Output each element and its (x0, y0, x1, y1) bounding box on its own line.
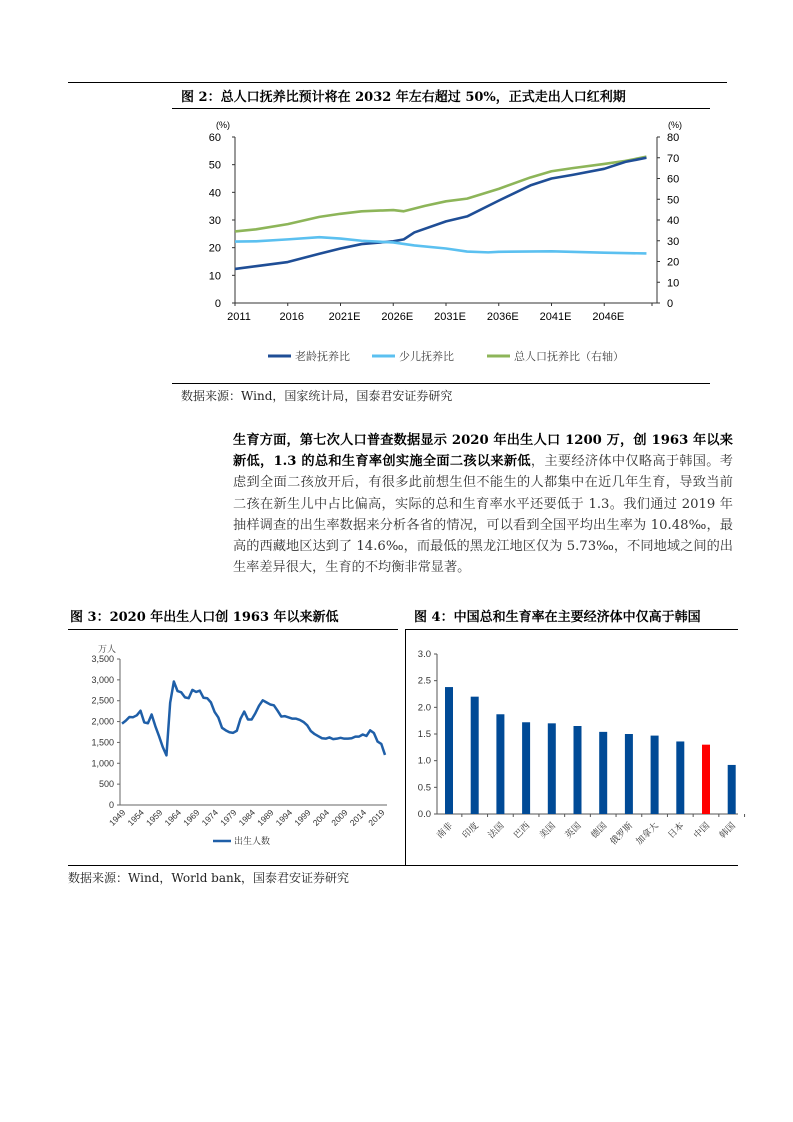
y-tick-label: 2.5 (417, 675, 431, 687)
x-tick-label: 1949 (106, 807, 128, 828)
x-tick-label: 中国 (691, 820, 712, 841)
x-tick-label: 2021E (328, 311, 361, 323)
x-tick-label: 俄罗斯 (608, 820, 635, 847)
x-tick-label: 1969 (181, 807, 202, 828)
x-tick-label: 1984 (236, 807, 258, 828)
right-tick-label: 40 (667, 215, 680, 227)
paragraph-text: ，主要经济体中仅略高于韩国。考虑到全面二孩放开后，有很多此前想生但不能生的人都集中在近几年生育，导致当前二孩在新生儿中占比偏高，实际的总和生育率水平还要低于 1.3。我们通过 2019 年抽样调查的出生率数据来分析各省的情况，可以看到全国平均出生率为 10.48‰，最高的西藏地区达到了 14.6‰，而最低的黑龙江地区仅为 5.73‰，不同地域之间的出生率差异很大，生育的不均衡非常显著。 (233, 454, 733, 576)
y-tick-label: 0.5 (417, 782, 431, 794)
x-tick-label: 2014 (347, 807, 369, 828)
x-tick-label: 1954 (125, 807, 146, 828)
right-tick-label: 30 (667, 235, 680, 248)
left-tick-label: 40 (208, 187, 221, 200)
y-tick-label: 2,500 (91, 695, 114, 706)
x-tick-label: 印度 (460, 820, 481, 841)
x-tick-label: 2004 (310, 807, 332, 828)
x-tick-label: 2036E (486, 311, 519, 323)
x-tick-label: 2041E (539, 311, 572, 323)
fig4-title: 图 4：中国总和生育率在主要经济体中仅高于韩国 (414, 610, 701, 625)
left-tick-label: 10 (208, 270, 221, 283)
bar-韩国 (728, 765, 736, 814)
fig3-fig4-charts (0, 600, 793, 870)
fig3-title: 图 3：2020 年出生人口创 1963 年以来新低 (70, 610, 339, 625)
bar-美国 (548, 723, 556, 814)
x-tick-label: 1999 (292, 807, 313, 828)
left-unit: (%) (216, 120, 230, 130)
x-tick-label: 1979 (218, 807, 239, 828)
x-tick-label: 1974 (199, 807, 221, 828)
bar-日本 (676, 741, 684, 814)
right-tick-label: 0 (667, 298, 674, 310)
bar-巴西 (522, 722, 530, 814)
paragraph-bold: 生育方面，第七次人口普查数据显示 2020 年出生人口 1200 万，创 1963 年以来新低，1.3 的总和生育率创实施全面二孩以来新低 (233, 433, 733, 470)
y-tick-label: 3,000 (91, 674, 114, 685)
x-tick-label: 2019 (366, 807, 387, 828)
x-tick-label: 加拿大 (633, 820, 661, 847)
x-tick-label: 2026E (381, 311, 414, 323)
right-unit: (%) (668, 120, 682, 130)
x-tick-label: 2009 (329, 807, 350, 828)
legend-label: 老龄抚养比 (295, 351, 350, 363)
y-tick-label: 0 (108, 800, 114, 810)
x-tick-label: 1964 (162, 807, 183, 828)
right-tick-label: 50 (667, 194, 680, 207)
bar-德国 (599, 732, 607, 814)
bar-法国 (496, 714, 504, 814)
x-tick-label: 1989 (255, 807, 276, 828)
x-tick-label: 1959 (144, 807, 165, 828)
left-tick-label: 30 (208, 215, 221, 227)
fig2-bottom-rule (172, 383, 710, 384)
y-tick-label: 1,000 (91, 758, 114, 769)
y-unit: 万人 (98, 644, 117, 654)
births-line (122, 682, 385, 756)
right-tick-label: 70 (667, 152, 680, 165)
x-tick-label: 2046E (592, 311, 625, 323)
left-tick-label: 50 (208, 159, 221, 172)
x-tick-label: 1994 (273, 807, 295, 828)
left-tick-label: 0 (214, 298, 221, 310)
x-tick-label: 巴西 (511, 820, 532, 841)
legend-label: 少儿抚养比 (399, 351, 454, 363)
legend-label: 总人口抚养比（右轴） (514, 351, 624, 363)
y-tick-label: 3,500 (91, 654, 114, 664)
fig2-source: 数据来源：Wind，国家统计局，国泰君安证券研究 (181, 389, 453, 403)
left-tick-label: 20 (208, 242, 221, 255)
x-tick-label: 南非 (434, 820, 455, 841)
bar-南非 (445, 687, 453, 814)
fig2-chart (0, 0, 793, 390)
bar-俄罗斯 (625, 734, 633, 814)
body-paragraph (233, 430, 733, 578)
x-tick-label: 2011 (227, 311, 251, 323)
x-tick-label: 英国 (563, 820, 583, 841)
x-tick-label: 美国 (537, 820, 558, 841)
x-tick-label: 法国 (486, 820, 506, 841)
y-tick-label: 1.0 (417, 755, 431, 767)
plot-bg (172, 110, 710, 380)
y-tick-label: 2,000 (91, 716, 114, 727)
bottom-source: 数据来源：Wind，World bank，国泰君安证券研究 (68, 871, 350, 885)
y-tick-label: 2.0 (417, 702, 431, 714)
bar-中国 (702, 745, 710, 814)
right-tick-label: 20 (667, 256, 680, 269)
x-tick-label: 德国 (588, 820, 609, 841)
legend-label: 出生人数 (234, 836, 271, 846)
right-tick-label: 80 (667, 132, 680, 144)
bar-印度 (471, 697, 479, 814)
y-tick-label: 1,500 (91, 737, 114, 748)
y-tick-label: 500 (98, 779, 114, 790)
y-tick-label: 0.0 (417, 809, 431, 820)
x-tick-label: 日本 (665, 820, 686, 841)
bar-英国 (574, 726, 582, 814)
right-tick-label: 10 (667, 277, 680, 290)
x-tick-label: 韩国 (717, 820, 738, 841)
right-tick-label: 60 (667, 173, 680, 186)
left-tick-label: 60 (208, 132, 221, 144)
x-tick-label: 2016 (279, 311, 304, 323)
x-tick-label: 2031E (434, 311, 466, 323)
y-tick-label: 3.0 (417, 649, 431, 660)
bar-加拿大 (651, 736, 659, 814)
fig2-title: 图 2：总人口抚养比预计将在 2032 年左右超过 50%，正式走出人口红利期 (181, 90, 626, 105)
y-tick-label: 1.5 (417, 729, 431, 740)
bottom-rule (68, 865, 738, 866)
